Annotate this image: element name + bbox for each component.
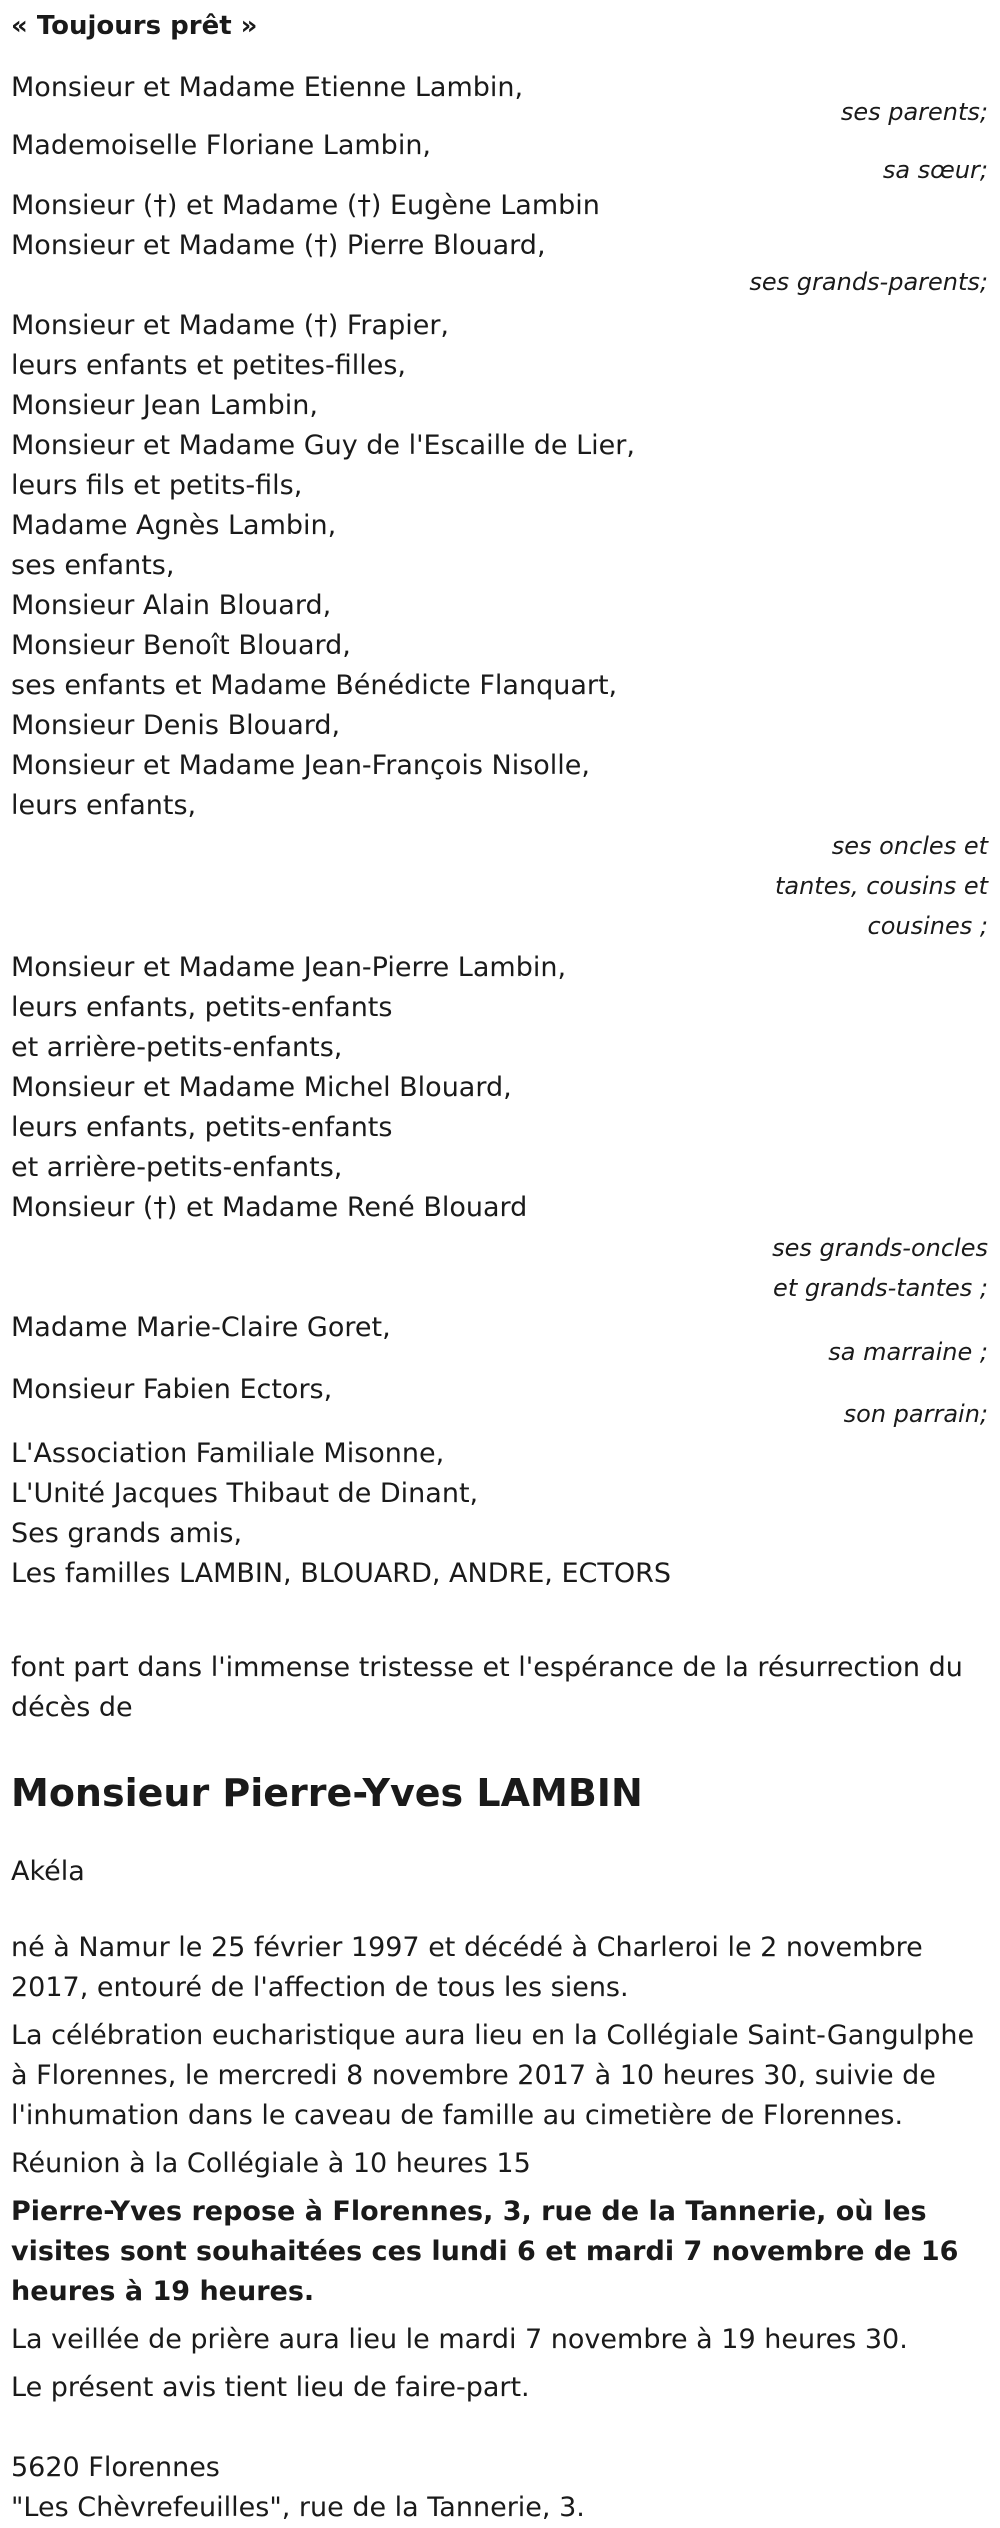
- address-line: "Les Chèvrefeuilles", rue de la Tannerie, 3.: [11, 2492, 585, 2523]
- others-line: Les familles LAMBIN, BLOUARD, ANDRE, ECTORS: [11, 1558, 672, 1589]
- address-block: [11, 2448, 988, 2528]
- great-uncles-block: [11, 948, 988, 1308]
- great-uncles-line: Monsieur et Madame Michel Blouard,: [11, 1072, 512, 1103]
- uncles-line: leurs enfants et petites-filles,: [11, 350, 406, 381]
- ceremony-text: La célébration eucharistique aura lieu en la Collégiale Saint-Gangulphe à Florennes, le mercredi 8 novembre 2017 à 10 heures 30, suivie de l'inhumation dans le caveau de famille au cimetière de Florennes.: [11, 2020, 975, 2131]
- godfather-block: [11, 1370, 988, 1434]
- uncles-line: ses enfants et Madame Bénédicte Flanquart,: [11, 670, 618, 701]
- grandparents-line: Monsieur et Madame (†) Pierre Blouard,: [11, 230, 546, 261]
- others-block: [11, 1434, 988, 1594]
- uncles-line: Monsieur Benoît Blouard,: [11, 630, 351, 661]
- great-uncles-line: et arrière-petits-enfants,: [11, 1152, 343, 1183]
- uncles-line: Monsieur et Madame Guy de l'Escaille de Lier,: [11, 430, 635, 461]
- parents-block: [11, 68, 988, 132]
- great-uncles-line: leurs enfants, petits-enfants: [11, 1112, 393, 1143]
- uncles-relation: tantes, cousins et: [774, 872, 988, 900]
- motto: « Toujours prêt »: [11, 11, 258, 41]
- nickname: Akéla: [11, 1856, 85, 1887]
- parents-relation: ses parents;: [840, 98, 988, 126]
- uncles-relation: cousines ;: [867, 912, 988, 940]
- grandparents-relation: ses grands-parents;: [749, 268, 988, 296]
- uncles-relation: ses oncles et: [831, 832, 988, 860]
- uncles-line: ses enfants,: [11, 550, 175, 581]
- uncles-line: Monsieur Jean Lambin,: [11, 390, 318, 421]
- deceased-name: Monsieur Pierre-Yves LAMBIN: [11, 1771, 643, 1815]
- details-block: [11, 1928, 988, 2408]
- uncles-line: leurs fils et petits-fils,: [11, 470, 303, 501]
- sister-relation: sa sœur;: [882, 156, 988, 184]
- obituary-notice: [0, 6, 1000, 2528]
- great-uncles-relation: et grands-tantes ;: [773, 1274, 988, 1302]
- uncles-block: [11, 306, 988, 946]
- vigil-text: La veillée de prière aura lieu le mardi 7 novembre à 19 heures 30.: [11, 2324, 908, 2355]
- grandparents-line: Monsieur (†) et Madame (†) Eugène Lambin: [11, 190, 600, 221]
- great-uncles-line: Monsieur (†) et Madame René Blouard: [11, 1192, 528, 1223]
- intro-text: font part dans l'immense tristesse et l'espérance de la résurrection du décès de: [11, 1652, 963, 1723]
- others-line: Ses grands amis,: [11, 1518, 243, 1549]
- uncles-line: Monsieur Denis Blouard,: [11, 710, 341, 741]
- notice-text: Le présent avis tient lieu de faire-part.: [11, 2372, 530, 2403]
- parents-name: Monsieur et Madame Etienne Lambin,: [11, 72, 524, 103]
- visits-text: Pierre-Yves repose à Florennes, 3, rue de la Tannerie, où les visites sont souhaitées ces lundi 6 et mardi 7 novembre de 16 heures à 19 heures.: [11, 2196, 959, 2307]
- uncles-line: leurs enfants,: [11, 790, 197, 821]
- sister-block: [11, 126, 988, 190]
- godmother-name: Madame Marie-Claire Goret,: [11, 1312, 391, 1343]
- uncles-line: Monsieur et Madame Jean-François Nisolle,: [11, 750, 590, 781]
- address-line: 5620 Florennes: [11, 2452, 220, 2483]
- meeting-text: Réunion à la Collégiale à 10 heures 15: [11, 2148, 531, 2179]
- great-uncles-line: Monsieur et Madame Jean-Pierre Lambin,: [11, 952, 567, 983]
- uncles-line: Madame Agnès Lambin,: [11, 510, 337, 541]
- uncles-line: Monsieur Alain Blouard,: [11, 590, 332, 621]
- godfather-relation: son parrain;: [843, 1400, 988, 1428]
- godmother-relation: sa marraine ;: [828, 1338, 988, 1366]
- grandparents-block: [11, 186, 988, 302]
- uncles-line: Monsieur et Madame (†) Frapier,: [11, 310, 449, 341]
- great-uncles-line: leurs enfants, petits-enfants: [11, 992, 393, 1023]
- godmother-block: [11, 1308, 988, 1372]
- great-uncles-relation: ses grands-oncles: [772, 1234, 988, 1262]
- others-line: L'Unité Jacques Thibaut de Dinant,: [11, 1478, 479, 1509]
- great-uncles-line: et arrière-petits-enfants,: [11, 1032, 343, 1063]
- birth-death-text: né à Namur le 25 février 1997 et décédé à Charleroi le 2 novembre 2017, entouré de l'affection de tous les siens.: [11, 1932, 923, 2003]
- others-line: L'Association Familiale Misonne,: [11, 1438, 445, 1469]
- sister-name: Mademoiselle Floriane Lambin,: [11, 130, 432, 161]
- godfather-name: Monsieur Fabien Ectors,: [11, 1374, 333, 1405]
